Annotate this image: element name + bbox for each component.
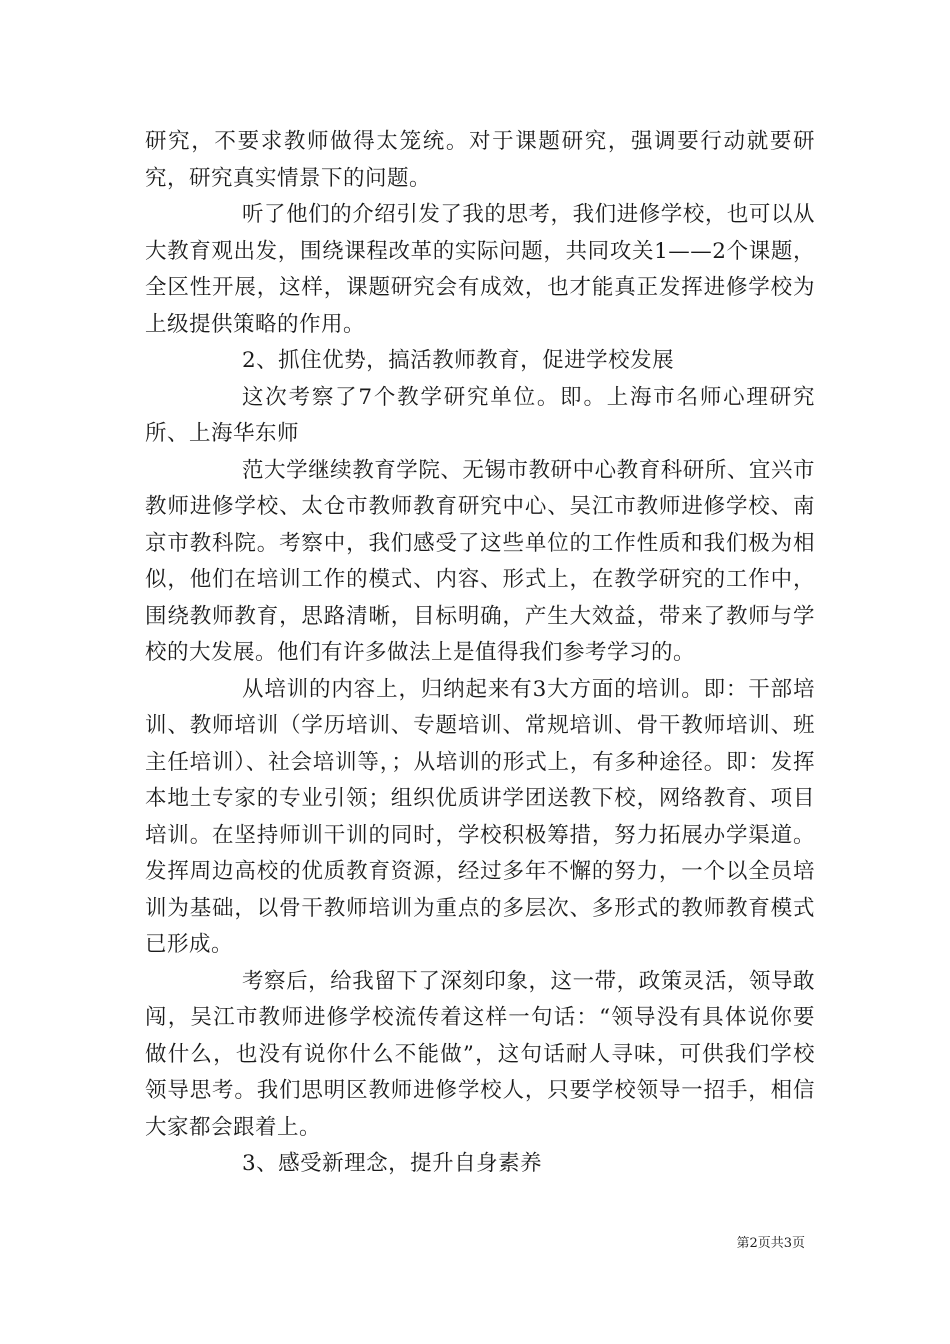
section-heading: 2、抓住优势，搞活教师教育，促进学校发展 (242, 348, 675, 373)
paragraph: 研究，不要求教师做得太笼统。对于课题研究，强调要行动就要研究，研究真实情景下的问题。 (145, 129, 815, 191)
paragraph: 考察后，给我留下了深刻印象，这一带，政策灵活，领导敢闯，吴江市教师进修学校流传着这样一句话：“领导没有具体说你要做什么，也没有说你什么不能做”，这句话耐人寻味，可供我们学校领导思考。我们思明区教师进修学校人，只要学校领导一招手，相信大家都会跟着上。 (145, 968, 815, 1140)
paragraph: 范大学继续教育学院、无锡市教研中心教育科研所、宜兴市教师进修学校、太仓市教师教育研究中心、吴江市教师进修学校、南京市教科院。考察中，我们感受了这些单位的工作性质和我们极为相似，他们在培训工作的模式、内容、形式上，在教学研究的工作中，围绕教师教育，思路清晰，目标明确，产生大效益，带来了教师与学校的大发展。他们有许多做法上是值得我们参考学习的。 (145, 457, 815, 665)
paragraph: 听了他们的介绍引发了我的思考，我们进修学校，也可以从大教育观出发，围绕课程改革的实际问题，共同攻关1——2个课题，全区性开展，这样，课题研究会有成效，也才能真正发挥进修学校为上级提供策略的作用。 (145, 202, 815, 337)
page-number-footer: 第2页共3页 (736, 1236, 805, 1251)
section-heading: 3、感受新理念，提升自身素养 (242, 1151, 543, 1176)
document-body (145, 124, 815, 1183)
paragraph: 从培训的内容上，归纳起来有3大方面的培训。即：干部培训、教师培训（学历培训、专题培训、常规培训、骨干教师培训、班主任培训）、社会培训等，；从培训的形式上，有多种途径。即：发挥本地土专家的专业引领；组织优质讲学团送教下校，网络教育、项目培训。在坚持师训干训的同时，学校积极筹措，努力拓展办学渠道。发挥周边高校的优质教育资源，经过多年不懈的努力，一个以全员培训为基础，以骨干教师培训为重点的多层次、多形式的教师教育模式已形成。 (145, 676, 815, 957)
paragraph: 这次考察了7个教学研究单位。即。上海市名师心理研究所、上海华东师 (145, 384, 815, 446)
